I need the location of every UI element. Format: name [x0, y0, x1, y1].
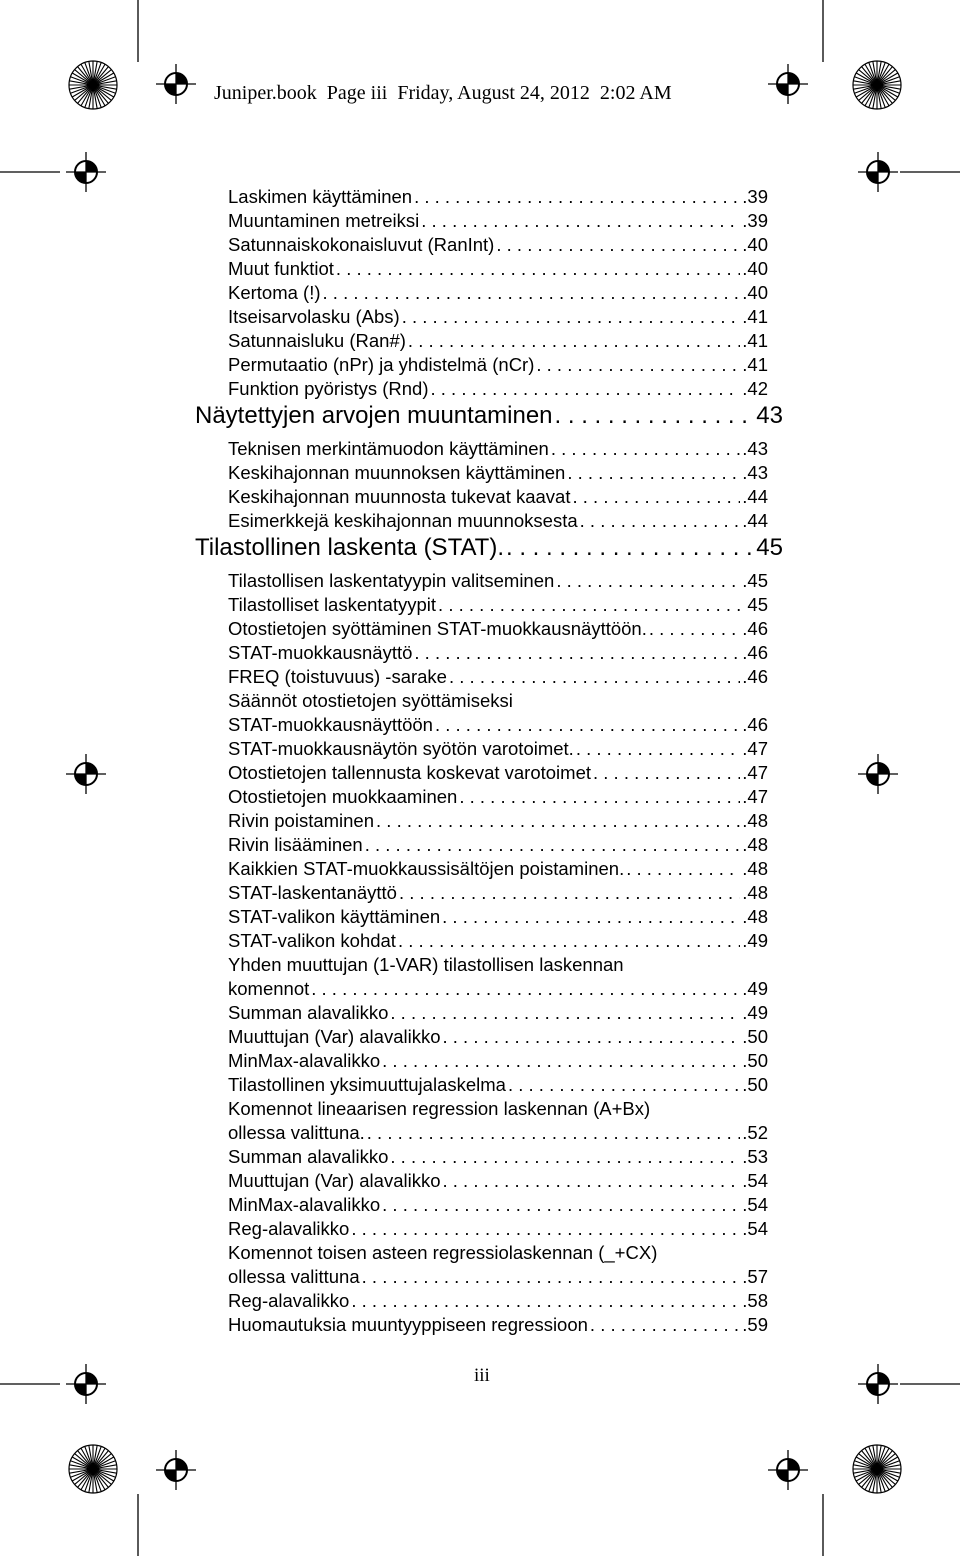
toc-entry [228, 930, 768, 954]
toc-entry-title: STAT-valikon kohdat [228, 930, 396, 951]
toc-entry-page: 45 [756, 534, 783, 561]
dot-leader [551, 438, 740, 460]
toc-entry [228, 954, 768, 978]
dot-leader [376, 810, 740, 832]
dot-leader [414, 186, 740, 208]
dot-leader [626, 858, 740, 880]
toc-entry-title: Tilastollisen laskentatyypin valitseminen [228, 570, 555, 591]
toc-entry [228, 1026, 768, 1050]
toc-entry-page: .54 [742, 1170, 768, 1191]
toc-entry-page: .42 [742, 378, 768, 399]
toc-entry [228, 462, 768, 486]
toc-entry-page: .47 [742, 738, 768, 759]
toc-entry [228, 834, 768, 858]
toc-entry-page: .58 [742, 1290, 768, 1311]
toc-entry-title: Näytettyjen arvojen muuntaminen [195, 402, 553, 429]
toc-entry [228, 690, 768, 714]
toc-entry [228, 1170, 768, 1194]
toc-entry [228, 1122, 768, 1146]
dot-leader [362, 1266, 741, 1288]
toc-entry [228, 714, 768, 738]
toc-entry-page: .47 [742, 762, 768, 783]
toc-entry-title: Otostietojen tallennusta koskevat varotoimet [228, 762, 591, 783]
toc-entry-title: ollessa valittuna [228, 1266, 360, 1287]
toc-entry-page: .40 [742, 258, 768, 279]
toc-entry-title: MinMax-alavalikko [228, 1194, 381, 1215]
toc-entry [228, 1098, 768, 1122]
toc-entry-page: .49 [742, 930, 768, 951]
dot-leader [443, 1170, 741, 1192]
print-slug: Juniper.book Page iii Friday, August 24, 2012 2:02 AM [214, 82, 672, 104]
toc-entry [228, 762, 768, 786]
dot-leader [408, 330, 740, 352]
page-number: iii [474, 1365, 490, 1386]
toc-entry [228, 1218, 768, 1242]
toc-chapter-entry [195, 402, 783, 430]
toc-entry [228, 486, 768, 510]
toc-entry-title: Funktion pyöristys (Rnd) [228, 378, 429, 399]
toc-entry-title: Huomautuksia muuntyyppiseen regressioon [228, 1314, 588, 1335]
toc-entry-title: FREQ (toistuvuus) -sarake [228, 666, 447, 687]
toc-entry-title: Summan alavalikko [228, 1146, 389, 1167]
toc-entry [228, 906, 768, 930]
toc-entry-title: Tilastollinen laskenta (STAT). [195, 534, 504, 561]
toc-entry-title: Reg-alavalikko [228, 1290, 350, 1311]
toc-entry-title: Komennot toisen asteen regressiolaskennan (_+CX) [228, 1242, 658, 1263]
toc-entry [228, 882, 768, 906]
dot-leader [580, 510, 741, 532]
toc-entry-page: .50 [742, 1074, 768, 1095]
dot-leader [382, 1050, 740, 1072]
toc-entry-title: Itseisarvolasku (Abs) [228, 306, 400, 327]
dot-leader [438, 594, 745, 616]
dot-leader [506, 534, 754, 562]
toc-entry-title: Kertoma (!) [228, 282, 321, 303]
dot-leader [398, 930, 740, 952]
dot-leader [443, 1026, 741, 1048]
toc-entry [228, 186, 768, 210]
toc-entry-page: .52 [742, 1122, 768, 1143]
toc-entry-page: .48 [742, 906, 768, 927]
toc-entry-page: .48 [742, 858, 768, 879]
dot-leader [508, 1074, 740, 1096]
toc-entry-title: Yhden muuttujan (1-VAR) tilastollisen laskennan [228, 954, 624, 975]
toc-entry-title: Komennot lineaarisen regression laskennan (A+Bx) [228, 1098, 651, 1119]
toc-entry-page: .48 [742, 882, 768, 903]
toc-entry-page: .50 [742, 1026, 768, 1047]
toc-entry-page: .54 [742, 1194, 768, 1215]
toc-entry-title: Tilastollinen yksimuuttujalaskelma [228, 1074, 506, 1095]
toc-entry [228, 210, 768, 234]
toc-chapter-entry [195, 534, 783, 562]
toc-entry-page: .40 [742, 234, 768, 255]
toc-entry [228, 642, 768, 666]
toc-entry-title: STAT-laskentanäyttö [228, 882, 397, 903]
dot-leader [449, 666, 740, 688]
dot-leader [402, 306, 741, 328]
dot-leader [351, 1290, 740, 1312]
toc-entry [228, 1074, 768, 1098]
toc-entry [228, 1050, 768, 1074]
dot-leader [311, 978, 740, 1000]
toc-entry [228, 258, 768, 282]
toc-entry [228, 858, 768, 882]
toc-entry-page: .46 [742, 618, 768, 639]
toc-entry-page: .46 [742, 666, 768, 687]
dot-leader [649, 618, 740, 640]
dot-leader [430, 378, 740, 400]
dot-leader [435, 714, 740, 736]
toc-entry-page: .46 [742, 642, 768, 663]
toc-entry [228, 1002, 768, 1026]
toc-entry [228, 354, 768, 378]
toc-entry-page: .53 [742, 1146, 768, 1167]
toc-entry [228, 594, 768, 618]
toc-entry-page: .43 [742, 462, 768, 483]
toc-entry-page: .49 [742, 1002, 768, 1023]
toc-entry [228, 1266, 768, 1290]
toc-entry-page: .49 [742, 978, 768, 999]
toc-entry [228, 510, 768, 534]
toc-entry-page: .47 [742, 786, 768, 807]
toc-entry-page: .54 [742, 1218, 768, 1239]
toc-entry-title: Satunnaiskokonaisluvut (RanInt) [228, 234, 495, 255]
toc-entry-page: .48 [742, 810, 768, 831]
toc-entry-title: Muuttujan (Var) alavalikko [228, 1170, 441, 1191]
toc-entry-page: .40 [742, 282, 768, 303]
toc-entry-title: Rivin lisääminen [228, 834, 363, 855]
dot-leader [382, 1194, 740, 1216]
toc-entry-page: .41 [742, 330, 768, 351]
toc-entry [228, 234, 768, 258]
toc-entry-title: Tilastolliset laskentatyypit [228, 594, 437, 615]
dot-leader [567, 462, 740, 484]
toc-entry [228, 570, 768, 594]
toc-entry-page: .44 [742, 486, 768, 507]
toc-entry-title: Säännöt otostietojen syöttämiseksi [228, 690, 513, 711]
toc-entry [228, 1314, 768, 1338]
toc-entry-page: .50 [742, 1050, 768, 1071]
toc-entry-page: .48 [742, 834, 768, 855]
toc-entry-page: .39 [742, 186, 768, 207]
toc-entry [228, 738, 768, 762]
toc-entry-page: .59 [742, 1314, 768, 1335]
toc-entry-title: STAT-muokkausnäytön syötön varotoimet. [228, 738, 574, 759]
toc-entry-title: Keskihajonnan muunnoksen käyttäminen [228, 462, 566, 483]
toc-entry-title: Muut funktiot [228, 258, 334, 279]
toc-entry-page: .57 [742, 1266, 768, 1287]
toc-entry-title: Otostietojen syöttäminen STAT-muokkausnäyttöön. [228, 618, 647, 639]
dot-leader [390, 1146, 740, 1168]
toc-entry-title: ollessa valittuna. [228, 1122, 365, 1143]
dot-leader [390, 1002, 740, 1024]
toc-entry-title: STAT-muokkausnäyttöön [228, 714, 433, 735]
toc-entry [228, 378, 768, 402]
toc-entry-title: Permutaatio (nPr) ja yhdistelmä (nCr) [228, 354, 535, 375]
toc-entry [228, 1194, 768, 1218]
toc-entry [228, 1146, 768, 1170]
dot-leader [442, 906, 740, 928]
dot-leader [365, 834, 741, 856]
dot-leader [414, 642, 740, 664]
dot-leader [459, 786, 740, 808]
toc-entry [228, 282, 768, 306]
toc-entry [228, 1290, 768, 1314]
toc-entry-title: Keskihajonnan muunnosta tukevat kaavat [228, 486, 571, 507]
toc-entry-page: .41 [742, 354, 768, 375]
dot-leader [576, 738, 740, 760]
toc-entry-title: komennot [228, 978, 310, 999]
toc-entry-title: Kaikkien STAT-muokkaussisältöjen poistaminen. [228, 858, 625, 879]
toc-entry [228, 810, 768, 834]
toc-entry-page: .39 [742, 210, 768, 231]
dot-leader [593, 762, 740, 784]
dot-leader [351, 1218, 740, 1240]
dot-leader [421, 210, 740, 232]
toc-entry-title: Rivin poistaminen [228, 810, 375, 831]
toc-entry-title: Muuttujan (Var) alavalikko [228, 1026, 441, 1047]
dot-leader [367, 1122, 741, 1144]
toc-entry-page: 45 [747, 594, 768, 615]
toc-entry-title: STAT-valikon käyttäminen [228, 906, 441, 927]
toc-entry-title: Teknisen merkintämuodon käyttäminen [228, 438, 549, 459]
dot-leader [323, 282, 741, 304]
dot-leader [336, 258, 740, 280]
toc-entry-title: Laskimen käyttäminen [228, 186, 413, 207]
dot-leader [399, 882, 740, 904]
toc-entry-title: Summan alavalikko [228, 1002, 389, 1023]
dot-leader [555, 402, 755, 430]
toc-entry [228, 330, 768, 354]
toc-entry-page: .46 [742, 714, 768, 735]
toc-entry [228, 306, 768, 330]
toc-entry [228, 666, 768, 690]
toc-entry-title: Satunnaisluku (Ran#) [228, 330, 406, 351]
toc-entry-page: .41 [742, 306, 768, 327]
dot-leader [556, 570, 740, 592]
toc-entry-page: .45 [742, 570, 768, 591]
dot-leader [572, 486, 740, 508]
toc-entry-page: 43 [756, 402, 783, 429]
toc-entry-page: .44 [742, 510, 768, 531]
toc-entry-title: Muuntaminen metreiksi [228, 210, 420, 231]
dot-leader [496, 234, 740, 256]
toc-entry [228, 1242, 768, 1266]
toc-entry-title: MinMax-alavalikko [228, 1050, 381, 1071]
toc-entry-title: Reg-alavalikko [228, 1218, 350, 1239]
toc-entry [228, 618, 768, 642]
toc-entry-title: Esimerkkejä keskihajonnan muunnoksesta [228, 510, 578, 531]
dot-leader [590, 1314, 740, 1336]
toc-entry-title: Otostietojen muokkaaminen [228, 786, 458, 807]
toc-entry-page: .43 [742, 438, 768, 459]
toc-entry [228, 438, 768, 462]
toc-entry-title: STAT-muokkausnäyttö [228, 642, 413, 663]
toc-entry [228, 978, 768, 1002]
dot-leader [536, 354, 740, 376]
toc-entry [228, 786, 768, 810]
